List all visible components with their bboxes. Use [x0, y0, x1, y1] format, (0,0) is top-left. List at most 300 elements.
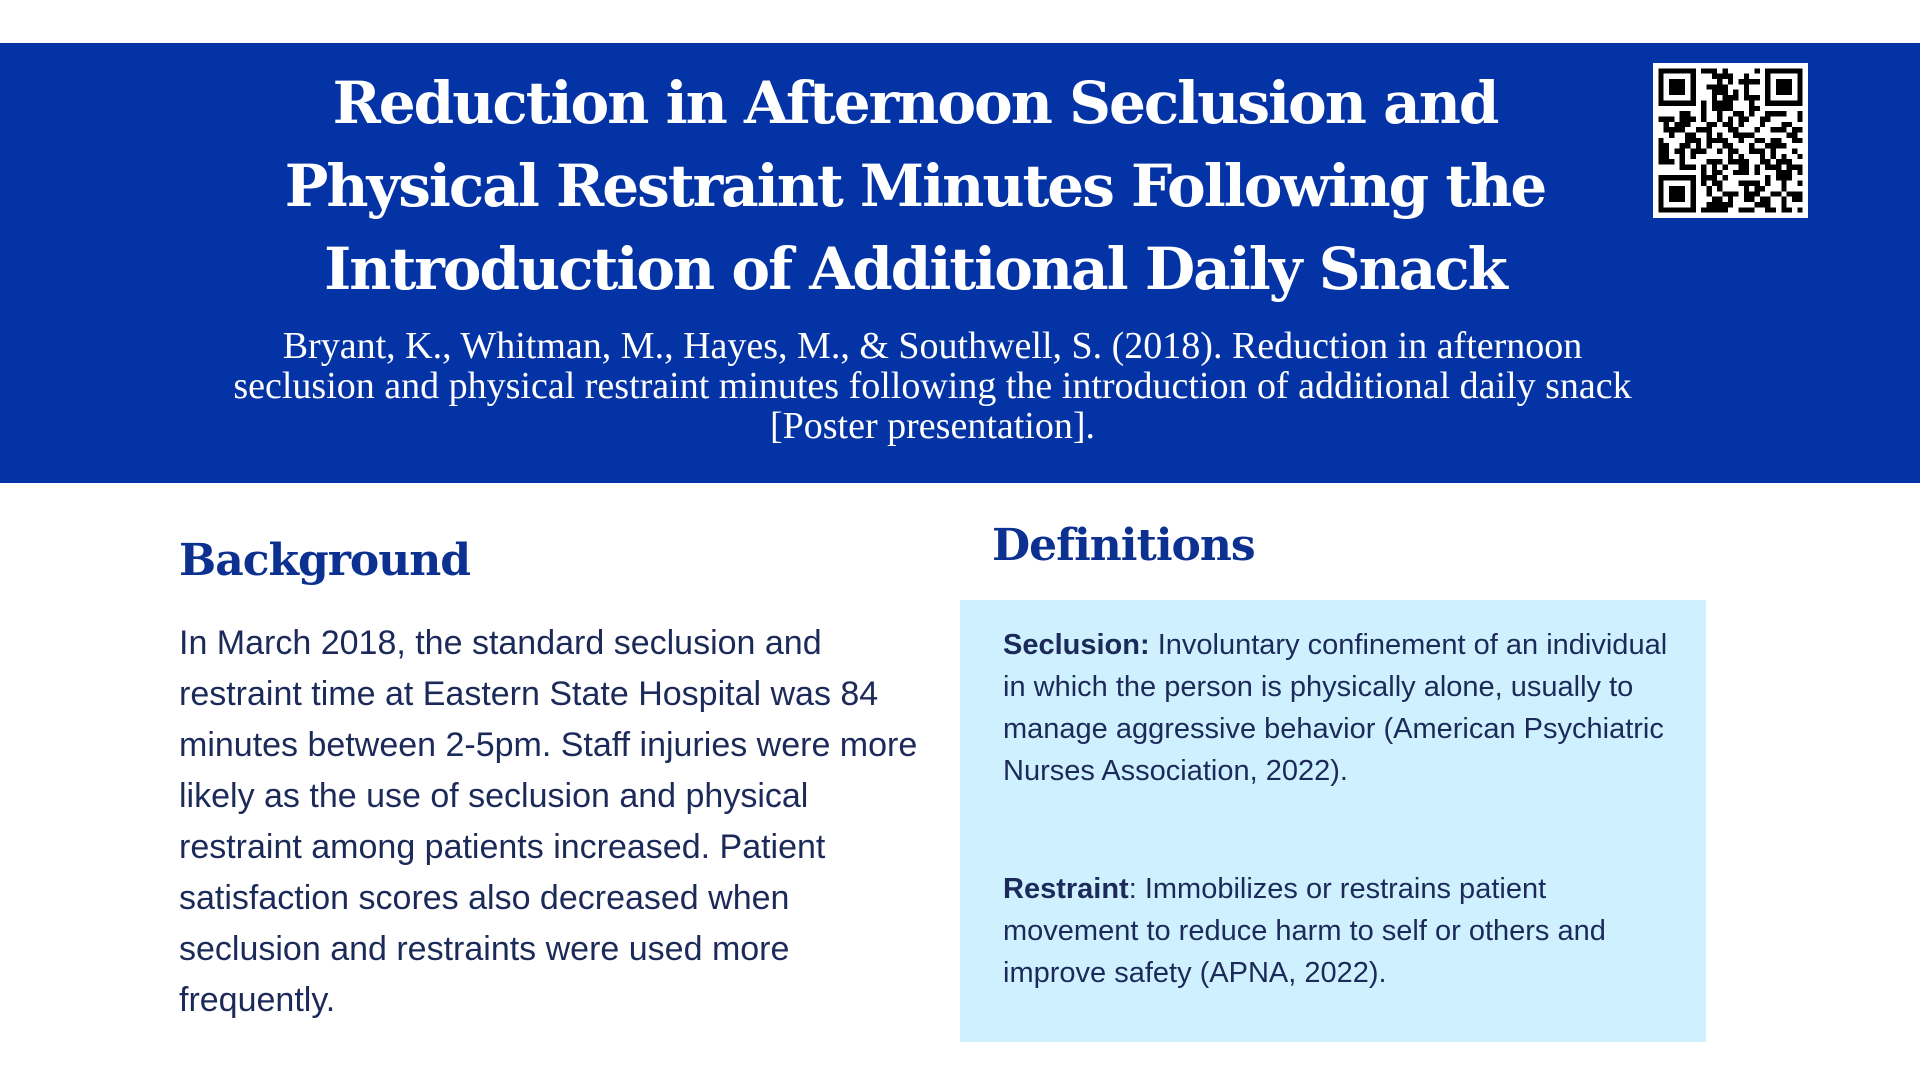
qr-module	[1664, 116, 1669, 121]
qr-module	[1781, 170, 1786, 175]
qr-module	[1690, 175, 1695, 180]
qr-module	[1755, 165, 1760, 170]
qr-module	[1664, 143, 1669, 148]
qr-module	[1787, 191, 1792, 196]
qr-module	[1760, 202, 1765, 207]
qr-module	[1744, 186, 1749, 191]
qr-module	[1669, 186, 1674, 191]
qr-module	[1728, 191, 1733, 196]
qr-module	[1728, 79, 1733, 84]
qr-module	[1760, 186, 1765, 191]
qr-module	[1722, 95, 1727, 100]
qr-module	[1690, 68, 1695, 73]
qr-module	[1706, 175, 1711, 180]
poster-title: Reduction in Afternoon Seclusion and Physical Restraint Minutes Following the Introduction of Additional Daily Snack	[284, 69, 1546, 303]
qr-module	[1680, 159, 1685, 164]
qr-module	[1658, 68, 1663, 73]
qr-module	[1658, 202, 1663, 207]
qr-module	[1781, 100, 1786, 105]
qr-module	[1776, 111, 1781, 116]
qr-module	[1771, 111, 1776, 116]
definition-seclusion	[1003, 624, 1683, 792]
background-paragraph: In March 2018, the standard seclusion and restraint time at Eastern State Hospital was 84 minutes between 2-5pm. Staff injuries were more likely as the use of seclusion and physical restraint among patients increased. Patient satisfaction scores also decreased when seclusion and restraints were used more frequently.	[179, 624, 918, 1019]
qr-module	[1797, 207, 1802, 212]
qr-module	[1744, 90, 1749, 95]
qr-module	[1669, 159, 1674, 164]
qr-module	[1685, 116, 1690, 121]
qr-module	[1749, 132, 1754, 137]
qr-module	[1712, 197, 1717, 202]
qr-module	[1744, 132, 1749, 137]
qr-module	[1776, 127, 1781, 132]
qr-module	[1658, 138, 1663, 143]
qr-module	[1674, 122, 1679, 127]
qr-module	[1674, 100, 1679, 105]
qr-module	[1669, 100, 1674, 105]
qr-module	[1771, 149, 1776, 154]
definition-term-restraint: Restraint	[1003, 873, 1129, 905]
qr-module	[1749, 111, 1754, 116]
qr-module	[1728, 100, 1733, 105]
qr-module	[1664, 154, 1669, 159]
qr-code-icon[interactable]	[1653, 63, 1808, 218]
qr-module	[1722, 143, 1727, 148]
qr-module	[1690, 191, 1695, 196]
qr-module	[1722, 74, 1727, 79]
qr-module	[1674, 197, 1679, 202]
qr-module	[1739, 159, 1744, 164]
qr-module	[1755, 202, 1760, 207]
qr-module	[1765, 79, 1770, 84]
qr-module	[1787, 84, 1792, 89]
definition-text-restraint: : Immobilizes or restrains patient movement to reduce harm to self or others and improve safety (APNA, 2022).	[1003, 873, 1606, 989]
qr-module	[1728, 127, 1733, 132]
qr-module	[1717, 138, 1722, 143]
qr-module	[1674, 68, 1679, 73]
qr-module	[1771, 68, 1776, 73]
qr-module	[1792, 132, 1797, 137]
qr-module	[1680, 100, 1685, 105]
qr-module	[1658, 143, 1663, 148]
qr-module	[1701, 165, 1706, 170]
qr-module	[1706, 186, 1711, 191]
qr-module	[1658, 90, 1663, 95]
qr-module	[1797, 84, 1802, 89]
qr-module	[1680, 116, 1685, 121]
qr-module	[1781, 90, 1786, 95]
qr-module	[1733, 95, 1738, 100]
qr-module	[1680, 84, 1685, 89]
qr-module	[1781, 197, 1786, 202]
qr-module	[1658, 197, 1663, 202]
qr-module	[1685, 68, 1690, 73]
qr-module	[1658, 116, 1663, 121]
qr-module	[1760, 138, 1765, 143]
qr-module	[1717, 170, 1722, 175]
qr-module	[1712, 100, 1717, 105]
qr-module	[1722, 165, 1727, 170]
qr-module	[1771, 100, 1776, 105]
qr-module	[1706, 84, 1711, 89]
qr-module	[1749, 106, 1754, 111]
qr-module	[1701, 116, 1706, 121]
qr-module	[1765, 197, 1770, 202]
qr-module	[1749, 181, 1754, 186]
qr-module	[1674, 175, 1679, 180]
qr-module	[1755, 186, 1760, 191]
qr-module	[1797, 170, 1802, 175]
qr-module	[1690, 100, 1695, 105]
qr-module	[1744, 74, 1749, 79]
qr-module	[1739, 138, 1744, 143]
qr-module	[1728, 149, 1733, 154]
qr-module	[1690, 95, 1695, 100]
qr-module	[1760, 122, 1765, 127]
qr-module	[1781, 127, 1786, 132]
qr-module	[1755, 181, 1760, 186]
qr-module	[1781, 84, 1786, 89]
qr-module	[1712, 106, 1717, 111]
qr-module	[1712, 170, 1717, 175]
qr-module	[1680, 191, 1685, 196]
qr-module	[1717, 207, 1722, 212]
qr-module	[1690, 90, 1695, 95]
qr-module	[1792, 100, 1797, 105]
qr-module	[1744, 165, 1749, 170]
qr-module	[1765, 116, 1770, 121]
qr-module	[1658, 95, 1663, 100]
qr-module	[1685, 143, 1690, 148]
qr-module	[1744, 181, 1749, 186]
qr-module	[1696, 138, 1701, 143]
qr-module	[1744, 170, 1749, 175]
qr-module	[1680, 175, 1685, 180]
qr-module	[1717, 84, 1722, 89]
qr-module	[1787, 170, 1792, 175]
qr-module	[1776, 175, 1781, 180]
qr-module	[1749, 143, 1754, 148]
qr-module	[1712, 84, 1717, 89]
qr-module	[1722, 84, 1727, 89]
qr-module	[1755, 149, 1760, 154]
qr-module	[1765, 90, 1770, 95]
qr-module	[1728, 202, 1733, 207]
qr-module	[1744, 79, 1749, 84]
qr-module	[1701, 170, 1706, 175]
qr-module	[1797, 95, 1802, 100]
qr-module	[1728, 197, 1733, 202]
qr-module	[1680, 90, 1685, 95]
qr-module	[1765, 159, 1770, 164]
qr-module	[1739, 116, 1744, 121]
qr-module	[1669, 116, 1674, 121]
qr-module	[1680, 68, 1685, 73]
definition-text-seclusion: Involuntary confinement of an individual in which the person is physically alone, usually to manage aggressive behavior (American Psychiatric Nurses Association, 2022).	[1003, 629, 1668, 787]
qr-module	[1680, 111, 1685, 116]
qr-module	[1739, 170, 1744, 175]
qr-module	[1701, 175, 1706, 180]
qr-module	[1685, 122, 1690, 127]
qr-module	[1755, 191, 1760, 196]
qr-module	[1712, 181, 1717, 186]
qr-module	[1749, 207, 1754, 212]
qr-module	[1797, 127, 1802, 132]
qr-module	[1749, 197, 1754, 202]
qr-module	[1690, 202, 1695, 207]
qr-module	[1744, 197, 1749, 202]
qr-module	[1664, 122, 1669, 127]
qr-module	[1797, 181, 1802, 186]
qr-module	[1664, 207, 1669, 212]
qr-module	[1744, 159, 1749, 164]
qr-module	[1669, 191, 1674, 196]
qr-module	[1771, 127, 1776, 132]
qr-module	[1717, 197, 1722, 202]
qr-module	[1776, 84, 1781, 89]
qr-module	[1781, 154, 1786, 159]
qr-module	[1733, 90, 1738, 95]
qr-module	[1712, 122, 1717, 127]
qr-module	[1797, 116, 1802, 121]
qr-module	[1658, 191, 1663, 196]
qr-module	[1765, 111, 1770, 116]
qr-module	[1658, 186, 1663, 191]
qr-module	[1706, 68, 1711, 73]
qr-module	[1781, 186, 1786, 191]
qr-module	[1781, 111, 1786, 116]
qr-module	[1712, 207, 1717, 212]
qr-module	[1776, 68, 1781, 73]
definitions-box	[960, 600, 1706, 1042]
qr-module	[1701, 111, 1706, 116]
qr-module	[1690, 138, 1695, 143]
qr-module	[1739, 79, 1744, 84]
qr-module	[1658, 149, 1663, 154]
qr-module	[1744, 116, 1749, 121]
qr-module	[1797, 197, 1802, 202]
qr-module	[1658, 74, 1663, 79]
qr-module	[1712, 138, 1717, 143]
qr-module	[1706, 122, 1711, 127]
qr-module	[1733, 132, 1738, 137]
qr-module	[1728, 154, 1733, 159]
qr-module	[1669, 207, 1674, 212]
qr-module	[1733, 111, 1738, 116]
qr-module	[1712, 165, 1717, 170]
qr-module	[1781, 202, 1786, 207]
qr-module	[1685, 132, 1690, 137]
qr-module	[1792, 191, 1797, 196]
qr-module	[1674, 84, 1679, 89]
qr-module	[1792, 68, 1797, 73]
background-heading: Background	[179, 535, 471, 586]
qr-module	[1781, 122, 1786, 127]
qr-module	[1739, 154, 1744, 159]
qr-module	[1658, 100, 1663, 105]
qr-module	[1755, 106, 1760, 111]
qr-module	[1712, 95, 1717, 100]
qr-module	[1674, 90, 1679, 95]
qr-module	[1664, 68, 1669, 73]
qr-module	[1733, 191, 1738, 196]
qr-module	[1787, 175, 1792, 180]
qr-module	[1664, 149, 1669, 154]
qr-module	[1706, 143, 1711, 148]
qr-module	[1722, 175, 1727, 180]
qr-module	[1717, 116, 1722, 121]
qr-module	[1669, 197, 1674, 202]
qr-module	[1760, 154, 1765, 159]
qr-module	[1797, 100, 1802, 105]
qr-module	[1739, 207, 1744, 212]
qr-module	[1674, 79, 1679, 84]
qr-module	[1776, 159, 1781, 164]
qr-module	[1712, 90, 1717, 95]
qr-module	[1776, 191, 1781, 196]
qr-module	[1781, 207, 1786, 212]
qr-module	[1717, 181, 1722, 186]
qr-module	[1776, 100, 1781, 105]
qr-module	[1733, 127, 1738, 132]
qr-module	[1733, 170, 1738, 175]
qr-module	[1685, 175, 1690, 180]
qr-module	[1680, 122, 1685, 127]
qr-module	[1739, 122, 1744, 127]
qr-module	[1717, 106, 1722, 111]
qr-module	[1701, 207, 1706, 212]
qr-module	[1664, 127, 1669, 132]
qr-module	[1744, 191, 1749, 196]
qr-module	[1712, 74, 1717, 79]
qr-module	[1717, 74, 1722, 79]
qr-module	[1701, 149, 1706, 154]
qr-module	[1701, 127, 1706, 132]
qr-module	[1765, 68, 1770, 73]
qr-module	[1771, 191, 1776, 196]
qr-module	[1765, 175, 1770, 180]
qr-module	[1797, 68, 1802, 73]
qr-module	[1781, 143, 1786, 148]
qr-module	[1664, 175, 1669, 180]
qr-module	[1744, 207, 1749, 212]
qr-module	[1712, 68, 1717, 73]
qr-module	[1728, 116, 1733, 121]
qr-module	[1728, 143, 1733, 148]
qr-module	[1706, 138, 1711, 143]
qr-module	[1658, 159, 1663, 164]
qr-module	[1701, 100, 1706, 105]
qr-module	[1669, 90, 1674, 95]
qr-module	[1669, 68, 1674, 73]
qr-module	[1776, 79, 1781, 84]
qr-module	[1658, 84, 1663, 89]
qr-module	[1701, 181, 1706, 186]
qr-module	[1674, 186, 1679, 191]
qr-module	[1755, 79, 1760, 84]
qr-module	[1690, 116, 1695, 121]
qr-module	[1685, 138, 1690, 143]
qr-module	[1696, 127, 1701, 132]
qr-module	[1722, 68, 1727, 73]
qr-module	[1658, 154, 1663, 159]
qr-module	[1739, 181, 1744, 186]
qr-module	[1733, 159, 1738, 164]
qr-module	[1690, 181, 1695, 186]
qr-module	[1722, 106, 1727, 111]
qr-module	[1787, 79, 1792, 84]
qr-module	[1669, 127, 1674, 132]
qr-module	[1787, 90, 1792, 95]
qr-module	[1776, 165, 1781, 170]
qr-module	[1792, 138, 1797, 143]
qr-module	[1696, 143, 1701, 148]
qr-module	[1797, 74, 1802, 79]
qr-module	[1787, 68, 1792, 73]
qr-module	[1749, 95, 1754, 100]
qr-module	[1674, 149, 1679, 154]
qr-module	[1690, 79, 1695, 84]
qr-module	[1776, 170, 1781, 175]
qr-module	[1658, 207, 1663, 212]
qr-module	[1712, 175, 1717, 180]
qr-module	[1722, 122, 1727, 127]
qr-module	[1792, 197, 1797, 202]
qr-module	[1717, 100, 1722, 105]
qr-module	[1701, 106, 1706, 111]
definition-restraint	[1003, 868, 1683, 994]
qr-module	[1690, 74, 1695, 79]
qr-module	[1755, 95, 1760, 100]
qr-module	[1760, 197, 1765, 202]
qr-module	[1728, 74, 1733, 79]
qr-module	[1787, 122, 1792, 127]
qr-module	[1722, 207, 1727, 212]
qr-module	[1776, 138, 1781, 143]
qr-module	[1664, 100, 1669, 105]
qr-module	[1712, 159, 1717, 164]
qr-module	[1690, 207, 1695, 212]
qr-module	[1739, 111, 1744, 116]
qr-module	[1749, 191, 1754, 196]
qr-module	[1760, 116, 1765, 121]
qr-module	[1797, 191, 1802, 196]
qr-module	[1706, 132, 1711, 137]
qr-module	[1765, 207, 1770, 212]
qr-module	[1696, 149, 1701, 154]
qr-module	[1765, 202, 1770, 207]
qr-module	[1755, 68, 1760, 73]
qr-module	[1797, 154, 1802, 159]
qr-module	[1765, 143, 1770, 148]
qr-module	[1765, 181, 1770, 186]
qr-module	[1787, 159, 1792, 164]
qr-module	[1680, 207, 1685, 212]
qr-module	[1792, 127, 1797, 132]
qr-module	[1690, 132, 1695, 137]
qr-module	[1760, 149, 1765, 154]
qr-module	[1669, 132, 1674, 137]
qr-module	[1728, 106, 1733, 111]
qr-module	[1765, 74, 1770, 79]
qr-module	[1771, 207, 1776, 212]
qr-module	[1797, 165, 1802, 170]
qr-module	[1776, 143, 1781, 148]
qr-module	[1706, 202, 1711, 207]
qr-module	[1690, 84, 1695, 89]
qr-module	[1792, 165, 1797, 170]
citation-text: Bryant, K., Whitman, M., Hayes, M., & Southwell, S. (2018). Reduction in afternoon seclusion and physical restraint minutes following the introduction of additional daily snack [Poster presentation].	[233, 325, 1632, 447]
qr-module	[1717, 90, 1722, 95]
